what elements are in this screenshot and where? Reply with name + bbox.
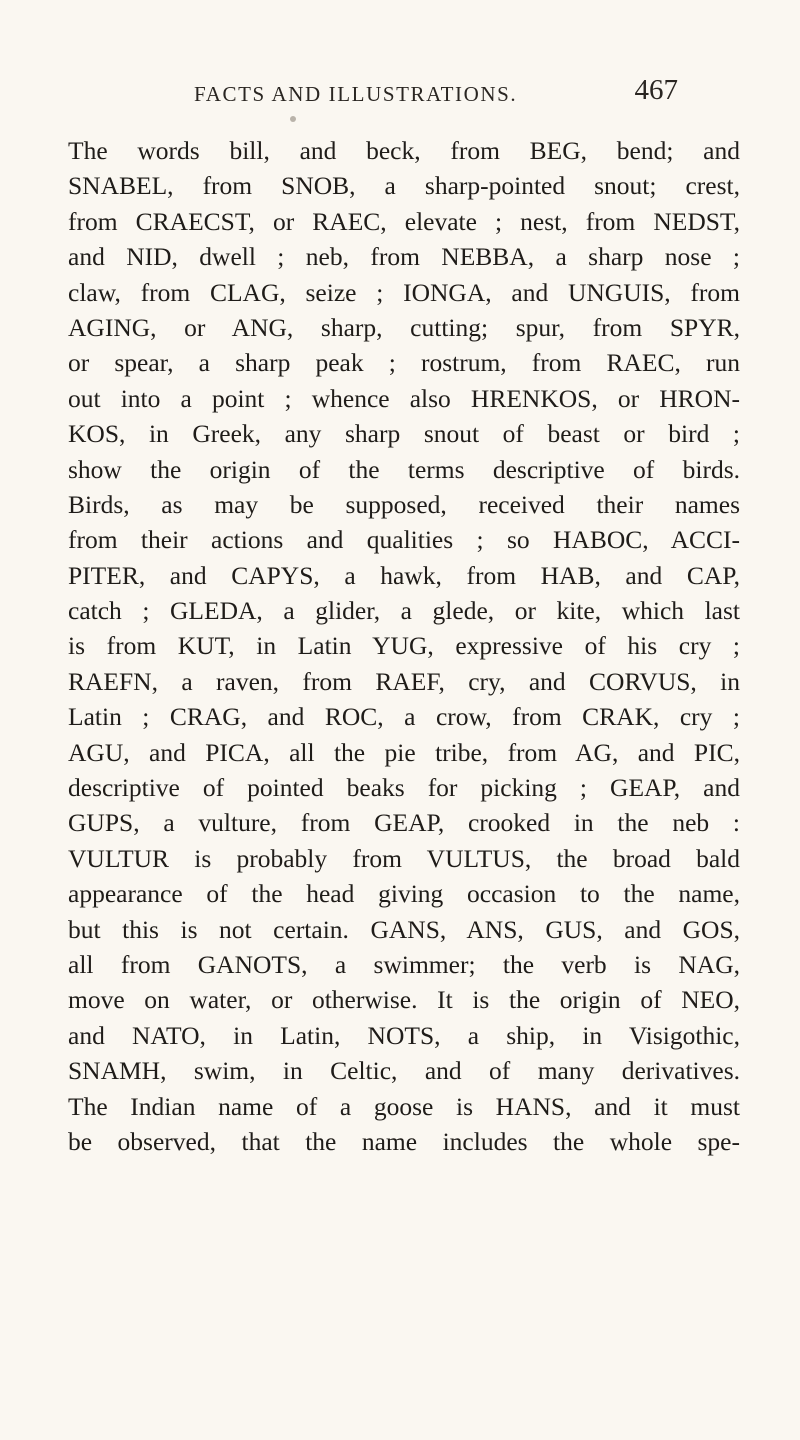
text-line: The Indian name of a goose is HANS, and it must — [68, 1091, 740, 1121]
text-line: descriptive of pointed beaks for picking ; GEAP, and — [68, 773, 740, 803]
text-line: but this is not certain. GANS, ANS, GUS, and GOS, — [68, 914, 740, 944]
text-line: be observed, that the name includes the whole spe- — [68, 1126, 740, 1156]
text-line: out into a point ; whence also HRENKOS, or HRON- — [68, 383, 740, 413]
text-line: catch ; GLEDA, a glider, a glede, or kite, which last — [68, 596, 740, 626]
text-line: AGING, or ANG, sharp, cutting; spur, from SPYR, — [68, 312, 740, 342]
text-line: is from KUT, in Latin YUG, expressive of his cry ; — [68, 631, 740, 661]
text-line: AGU, and PICA, all the pie tribe, from AG, and PIC, — [68, 737, 740, 767]
text-line: appearance of the head giving occasion to the name, — [68, 879, 740, 909]
ink-speck — [290, 116, 296, 122]
text-line: claw, from CLAG, seize ; IONGA, and UNGUIS, from — [68, 277, 740, 307]
page-header — [60, 74, 740, 114]
text-line: show the origin of the terms descriptive of birds. — [68, 454, 740, 484]
text-line: GUPS, a vulture, from GEAP, crooked in the neb : — [68, 808, 740, 838]
running-head: FACTS AND ILLUSTRATIONS. — [194, 82, 518, 106]
text-line: PITER, and CAPYS, a hawk, from HAB, and CAP, — [68, 560, 740, 590]
text-line: RAEFN, a raven, from RAEF, cry, and CORVUS, in — [68, 666, 740, 696]
text-line: SNAMH, swim, in Celtic, and of many derivatives. — [68, 1056, 740, 1086]
text-line: VULTUR is probably from VULTUS, the broad bald — [68, 843, 740, 873]
text-line: and NID, dwell ; neb, from NEBBA, a sharp nose ; — [68, 242, 740, 272]
text-line: Birds, as may be supposed, received their names — [68, 489, 740, 519]
text-line: from their actions and qualities ; so HABOC, ACCI- — [68, 525, 740, 555]
text-line: and NATO, in Latin, NOTS, a ship, in Visigothic, — [68, 1020, 740, 1050]
text-line: all from GANOTS, a swimmer; the verb is NAG, — [68, 949, 740, 979]
text-line: from CRAECST, or RAEC, elevate ; nest, from NEDST, — [68, 206, 740, 236]
body-text — [68, 133, 740, 1159]
text-line: KOS, in Greek, any sharp snout of beast or bird ; — [68, 419, 740, 449]
text-line: SNABEL, from SNOB, a sharp-pointed snout; crest, — [68, 171, 740, 201]
text-line: move on water, or otherwise. It is the origin of NEO, — [68, 985, 740, 1015]
text-line: The words bill, and beck, from BEG, bend; and — [68, 136, 740, 165]
text-line: Latin ; CRAG, and ROC, a crow, from CRAK, cry ; — [68, 702, 740, 732]
text-line: or spear, a sharp peak ; rostrum, from RAEC, run — [68, 348, 740, 378]
page-number: 467 — [634, 74, 678, 106]
